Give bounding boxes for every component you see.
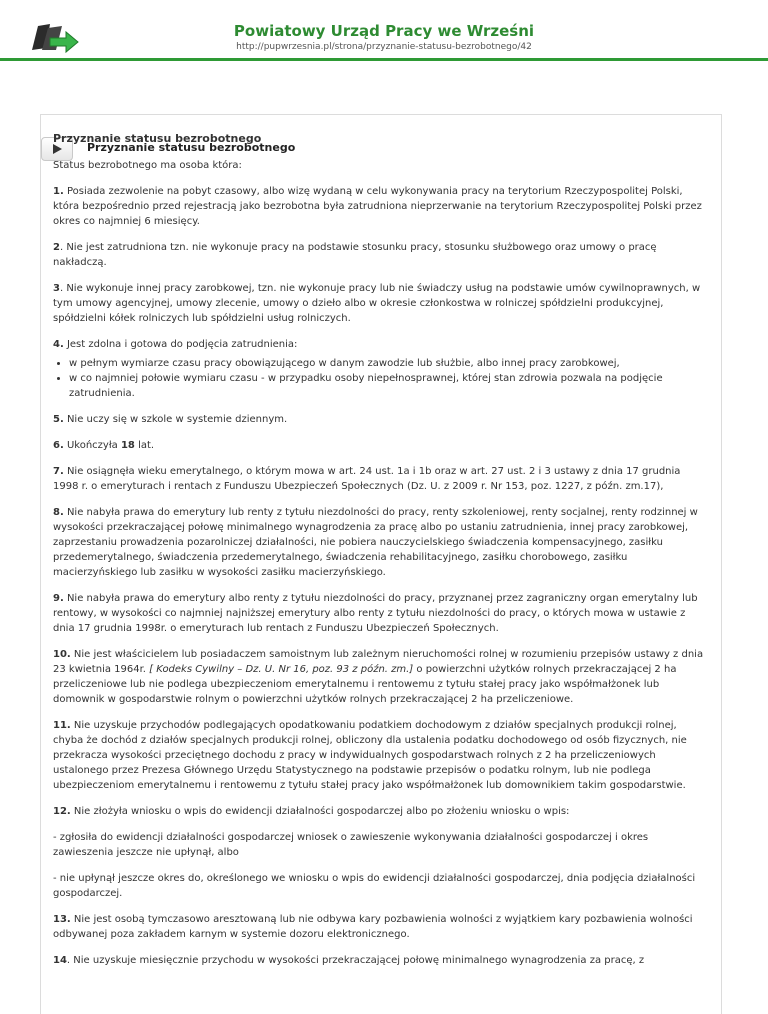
- sub-paragraph: - zgłosiła do ewidencji działalności gospodarczej wniosek o zawieszenie wykonywania działalności gospodarczej i okres zawieszenia jeszcze nie upłynął, albo: [53, 832, 649, 858]
- list-item: 14. Nie uzyskuje miesięcznie przychodu w wysokości przekraczającej połowę minimalnego wynagrodzenia za pracę, z: [53, 955, 645, 966]
- article-intro: Status bezrobotnego ma osoba która:: [53, 160, 242, 171]
- bullet-item: • w pełnym wymiarze czasu pracy obowiązującego w danym zawodzie lub służbie, albo innej pracy zarobkowej,: [69, 356, 709, 371]
- sub-paragraph: - nie upłynął jeszcze okres do, określonego we wniosku o wpis do ewidencji działalności gospodarczej, dnia podjęcia działalności gospodarczej.: [53, 873, 696, 899]
- site-title: Powiatowy Urząd Pracy we Wrześni: [233, 22, 535, 40]
- page-header: [0, 61, 768, 154]
- bullet-list: [53, 356, 709, 401]
- list-item: 2. Nie jest zatrudniona tzn. nie wykonuje pracy na podstawie stosunku pracy, stosunku służbowego oraz umowy o pracę nakładczą.: [53, 242, 657, 268]
- list-item: 12. Nie złożyła wniosku o wpis do ewidencji działalności gospodarczej albo po złożeniu wniosku o wpis:: [53, 806, 570, 817]
- page-url: http://pupwrzesnia.pl/strona/przyznanie-statusu-bezrobotnego/42: [236, 42, 532, 52]
- list-item: 4. Jest zdolna i gotowa do podjęcia zatrudnienia:: [53, 339, 298, 350]
- article-content: [40, 114, 722, 1014]
- list-item: 9. Nie nabyła prawa do emerytury albo renty z tytułu niezdolności do pracy, przyznanej przez zagraniczny organ emerytalny lub rentowy, w wysokości co najmniej najniższej emerytury albo renty z tytułu niezdolności do pracy, o których mowa w ustawie z dnia 17 grudnia 1998r. o emeryturach lub rentach z Funduszu Ubezpieczeń Społecznych.: [53, 593, 698, 634]
- article-heading: Przyznanie statusu bezrobotnego: [53, 132, 262, 145]
- list-item: 6. Ukończyła 18 lat.: [53, 440, 155, 451]
- list-item: 11. Nie uzyskuje przychodów podlegających opodatkowaniu podatkiem dochodowym z działów specjalnych produkcji rolnej, chyba że dochód z działów specjalnych produkcji rolnej, obliczony dla ustalenia podatku dochodowego od osób fizycznych, nie przekracza wysokości przeciętnego dochodu z pracy w indywidualnych gospodarstwach rolnych z 2 ha przeliczeniowych ustalonego przez Prezesa Głównego Urzędu Statystycznego na podstawie przepisów o podatku rolnym, lub nie podlega ubezpieczeniom emerytalnemu i rentowemu z tytułu stałej pracy jako współmałżonek lub domownikiem takim gospodarstwie.: [53, 720, 687, 791]
- page-title: Przyznanie statusu bezrobotnego: [87, 141, 296, 154]
- list-item: 5. Nie uczy się w szkole w systemie dziennym.: [53, 414, 288, 425]
- list-item: 8. Nie nabyła prawa do emerytury lub renty z tytułu niezdolności do pracy, renty szkoleniowej, renty socjalnej, renty rodzinnej w wysokości przekraczającej połowę minimalnego wynagrodzenia za pracę albo po ustaniu zatrudnienia, innej pracy zarobkowej, zaprzestaniu prowadzenia pozarolniczej działalności, nie pobiera nauczycielskiego świadczenia kompensacyjnego, zasiłku przedemerytalnego, świadczenia przedemerytalnego, świadczenia rehabilitacyjnego, zasiłku chorobowego, zasiłku macierzyńskiego lub zasiłku w wysokości zasiłku macierzyńskiego.: [53, 507, 698, 578]
- list-item: 1. Posiada zezwolenie na pobyt czasowy, albo wizę wydaną w celu wykonywania pracy na terytorium Rzeczypospolitej Polski, która bezpośrednio przed rejestracją jako bezrobotna była zatrudniona nieprzerwanie na terytorium Rzeczypospolitej Polski przez okres co najmniej 6 miesięcy.: [53, 186, 702, 227]
- list-item: 10. Nie jest właścicielem lub posiadaczem samoistnym lub zależnym nieruchomości rolnej w rozumieniu przepisów ustawy z dnia 23 kwietnia 1964r. [ Kodeks Cywilny – Dz. U. Nr 16, poz. 93 z późn. zm.] o powierzchni użytków rolnych przekraczającej 2 ha przeliczeniowe lub nie podlega ubezpieczeniom emerytalnemu i rentowemu z tytułu stałej pracy jako współmałżonek lub domownik w gospodarstwie rolnym o powierzchni użytków rolnych przekraczającej 2 ha przeliczeniowe.: [53, 649, 704, 705]
- list-item: 7. Nie osiągnęła wieku emerytalnego, o którym mowa w art. 24 ust. 1a i 1b oraz w art. 27 ust. 2 i 3 ustawy z dnia 17 grudnia 1998 r. o emeryturach i rentach z Funduszu Ubezpieczeń Społecznych (Dz. U. z 2009 r. Nr 153, poz. 1227, z późn. zm.17),: [53, 466, 681, 492]
- site-header: [0, 0, 768, 61]
- list-item: 13. Nie jest osobą tymczasowo aresztowaną lub nie odbywa kary pozbawienia wolności z wyjątkiem kary pozbawienia wolności odbywanej poza zakładem karnym w systemie dozoru elektronicznego.: [53, 914, 693, 940]
- bullet-item: • w co najmniej połowie wymiaru czasu - w przypadku osoby niepełnosprawnej, której stan zdrowia pozwala na podjęcie zatrudnienia.: [69, 371, 709, 401]
- list-item: 3. Nie wykonuje innej pracy zarobkowej, tzn. nie wykonuje pracy lub nie świadczy usług na podstawie umów cywilnoprawnych, w tym umowy agencyjnej, umowy zlecenie, umowy o dzieło albo w okresie członkostwa w rolniczej spółdzielni produkcyjnej, spółdzielni kółek rolniczych lub spółdzielni usług rolniczych.: [53, 283, 701, 324]
